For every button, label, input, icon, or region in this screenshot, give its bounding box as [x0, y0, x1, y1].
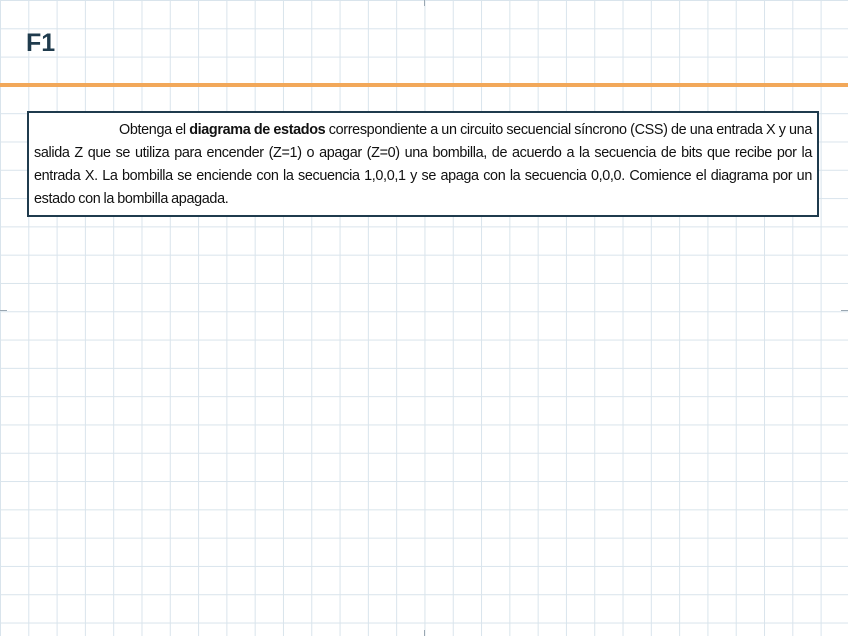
problem-body: correspondiente a un circuito secuencial síncrono (CSS) de una entrada X y una salida Z que se utiliza para encender (Z=1) o apagar (Z=0) una bombilla, de acuerdo a la secuencia de bits que recibe por la entrada X. La bombilla se enciende con la secuencia 1,0,0,1 y se apaga con la secuencia 0,0,0. Comience el diagrama por un estado con la bombilla apagada.: [34, 122, 812, 207]
title-divider: [0, 83, 848, 87]
grid-tick-right: [841, 310, 848, 311]
grid-tick-top: [424, 0, 425, 6]
problem-statement-box: [27, 111, 819, 217]
problem-intro: Obtenga el: [119, 122, 190, 138]
grid-tick-bottom: [424, 630, 425, 636]
slide-title: F1: [26, 29, 56, 57]
problem-emphasis: diagrama de estados: [189, 122, 326, 138]
problem-statement: [34, 119, 812, 211]
grid-tick-left: [0, 310, 7, 311]
